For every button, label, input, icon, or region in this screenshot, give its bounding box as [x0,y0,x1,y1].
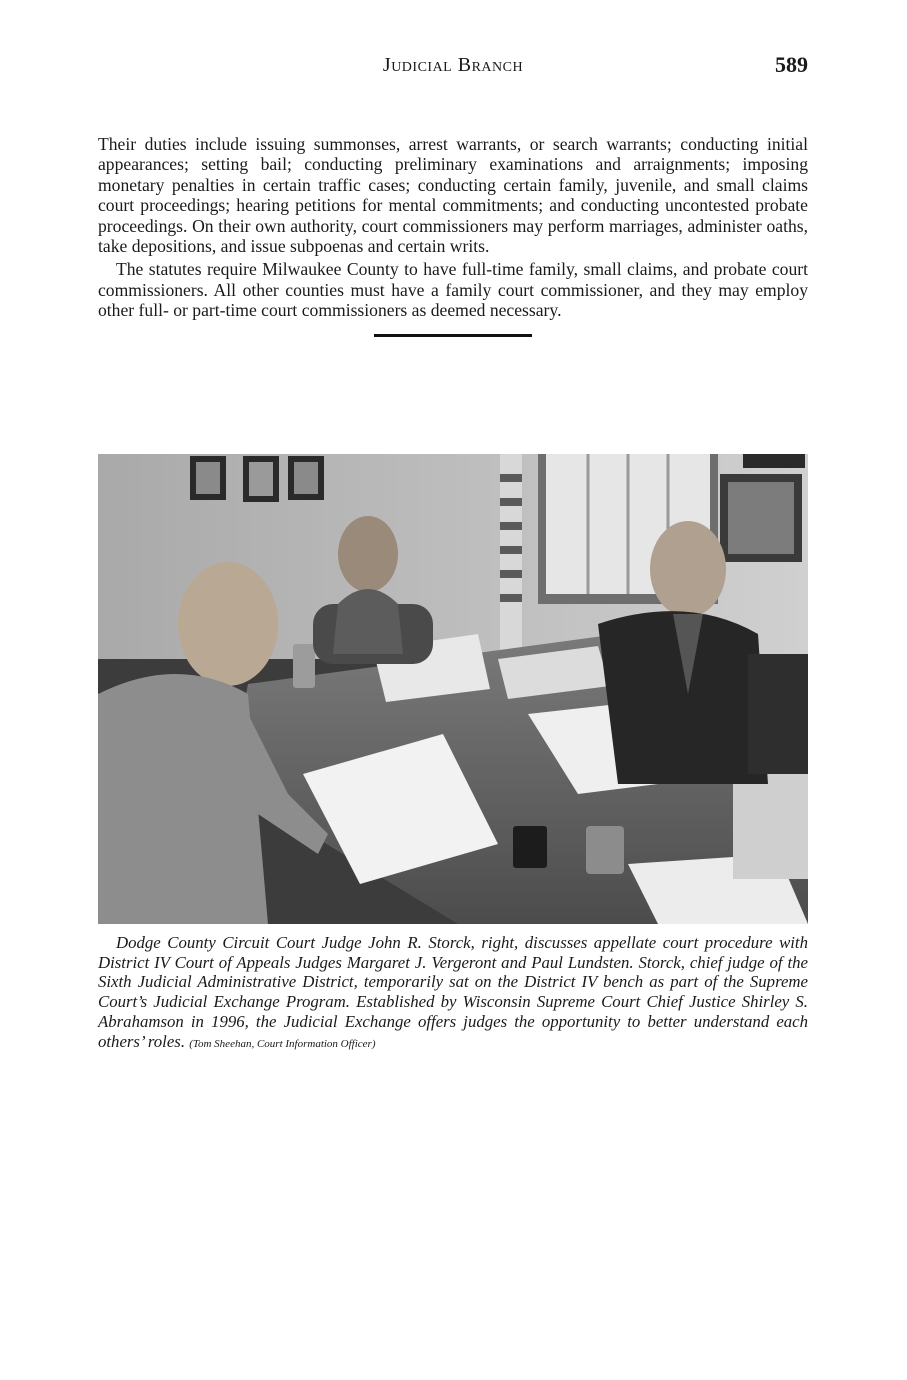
meeting-photo [98,454,808,924]
body-paragraph-2: The statutes require Milwaukee County to have full-time family, small claims, and probate court commissioners. All other counties must have a family court commissioner, and they may employ other full- or part-time court commissioners as deemed necessary. [98,259,808,321]
running-head [98,54,808,82]
photo-credit: (Tom Sheehan, Court Information Officer) [189,1037,376,1050]
body-text [98,134,808,321]
page-number: 589 [775,52,808,77]
photo-caption [98,933,808,1054]
running-title: Judicial Branch [382,54,524,76]
body-paragraph-1: Their duties include issuing summonses, arrest warrants, or search warrants; conducting initial appearances; setting bail; conducting preliminary examinations and arraignments; imposing monetary penalties in certain traffic cases; conducting certain family, juvenile, and small claims court proceedings; hearing petitions for mental commitments; and conducting uncontested probate proceedings. On their own authority, court commissioners may perform marriages, administer oaths, take depositions, and issue subpoenas and certain writs. [98,134,808,257]
section-divider [374,334,532,337]
caption-text: Dodge County Circuit Court Judge John R. Storck, right, discusses appellate court procedure with District IV Court of Appeals Judges Margaret J. Vergeront and Paul Lundsten. Storck, chief judge of the Sixth Judicial Administrative District, temporarily sat on the District IV bench as part of the Supreme Court’s Judicial Exchange Program. Established by Wisconsin Supreme Court Chief Justice Shirley S. Abrahamson in 1996, the Judicial Exchange offers judges the opportunity to better understand each others’ roles. [98,933,808,1051]
